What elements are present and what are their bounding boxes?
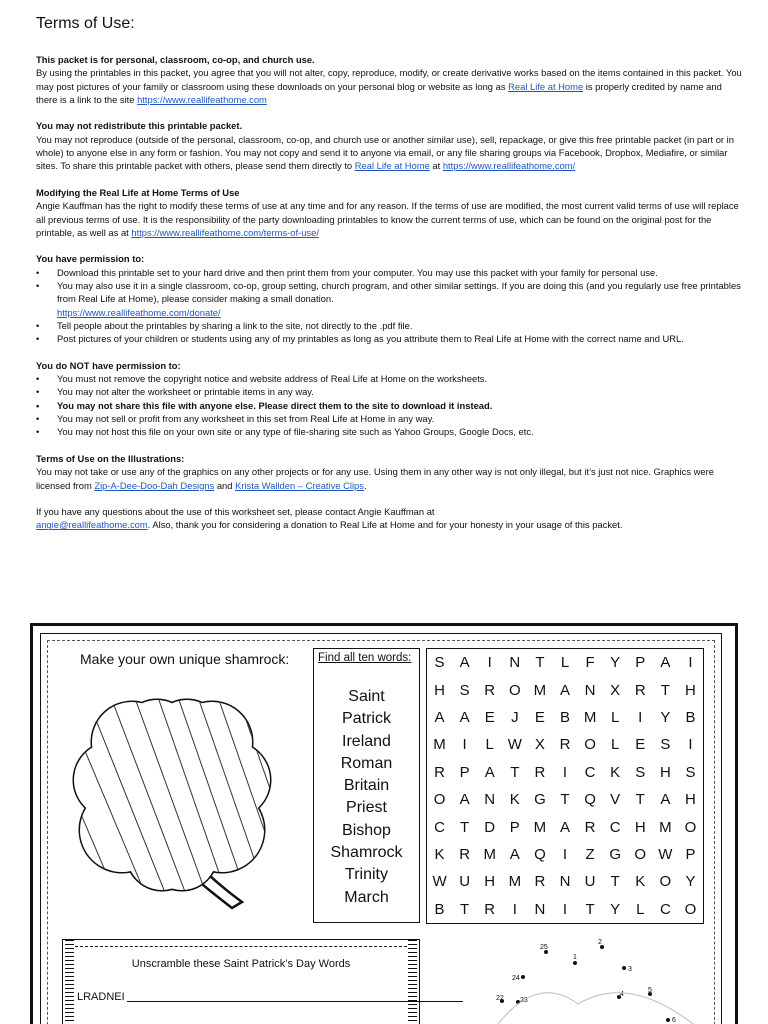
grid-letter: S: [434, 654, 445, 672]
section-body: Angie Kauffman has the right to modify these terms of use at any time and for any reason. If the terms of use are modified, the most current valid terms of use will replace all previous terms of use. It is the responsibility of the party downloading printables to know the current terms of use, which can be found on the original post for the printable, as well as at https://www.reallifeathome.com/terms-of-use/: [36, 200, 739, 238]
contact-email-link[interactable]: angie@reallifeathome.com: [36, 519, 148, 531]
word-item: Ireland: [342, 732, 391, 750]
real-life-at-home-link[interactable]: Real Life at Home: [354, 160, 430, 172]
list-item: • Tell people about the printables by sharing a link to the site, not directly to the .pdf file.: [36, 319, 742, 332]
grid-letter: H: [634, 818, 646, 836]
grid-letter: P: [685, 845, 696, 863]
permission-list: [36, 266, 742, 346]
dot-number: 6: [672, 1017, 676, 1024]
grid-letter: N: [534, 900, 546, 918]
section-body: By using the printables in this packet, you agree that you will not alter, copy, reproduce, modify, or create derivative works based on the items contained in this packet. You may post pictures of your family or classroom using these downloads on your personal blog or website as long as Real Life at Home is properly credited by name and there is a link to the site https://www.reallifeathome.com: [36, 67, 742, 105]
grid-letter: I: [688, 654, 693, 672]
answer-line: [127, 1001, 463, 1002]
zip-a-dee-doo-dah-link[interactable]: Zip-A-Dee-Doo-Dah Designs: [94, 479, 215, 491]
grid-letter: R: [434, 763, 445, 781]
grid-letter: R: [584, 818, 596, 836]
grid-letter: R: [484, 681, 496, 699]
word-item: Trinity: [345, 866, 388, 884]
section-modifying-terms: [36, 186, 742, 239]
ladder-border-left: [65, 940, 74, 1024]
grid-letter: T: [610, 873, 620, 891]
dot-number: 1: [573, 954, 577, 961]
dot-to-dot-puzzle: [478, 934, 708, 1024]
grid-letter: E: [484, 708, 495, 726]
grid-letter: E: [534, 708, 545, 726]
grid-letter: L: [485, 736, 494, 754]
grid-letter: A: [660, 791, 671, 809]
grid-letter: J: [511, 708, 519, 726]
shamrock-title: Make your own unique shamrock:: [80, 651, 290, 667]
word-item: Britain: [343, 777, 390, 795]
grid-letter: R: [634, 681, 646, 699]
grid-letter: R: [484, 900, 496, 918]
grid-letter: O: [634, 845, 647, 863]
section-heading: You may not redistribute this printable packet.: [36, 120, 243, 132]
grid-letter: T: [460, 900, 470, 918]
grid-letter: H: [659, 763, 671, 781]
grid-letter: U: [584, 873, 596, 891]
dot-number: 4: [620, 991, 624, 998]
list-item: • You may not host this file on your own site or any type of file-sharing site such as Yahoo Groups, Google Docs, etc.: [36, 425, 742, 438]
dot-number: 2: [598, 939, 602, 946]
grid-letter: W: [658, 845, 673, 863]
grid-letter: T: [585, 900, 595, 918]
section-heading: You do NOT have permission to:: [36, 359, 181, 371]
dot-number: 25: [540, 944, 548, 951]
dot-number: 5: [648, 987, 652, 994]
grid-letter: R: [534, 873, 546, 891]
section-personal-use: [36, 53, 742, 106]
section-heading: Terms of Use on the Illustrations:: [36, 452, 185, 464]
grid-letter: A: [459, 791, 470, 809]
grid-letter: M: [583, 708, 597, 726]
grid-letter: L: [611, 736, 620, 754]
grid-letter: C: [609, 818, 621, 836]
grid-letter: I: [512, 900, 517, 918]
grid-letter: G: [609, 845, 621, 863]
grid-letter: T: [560, 791, 570, 809]
dot-number: 3: [628, 966, 632, 973]
grid-letter: N: [484, 791, 496, 809]
grid-letter: B: [685, 708, 696, 726]
list-item: • Post pictures of your children or students using any of my printables as long as you attribute them to Real Life at Home with the correct name and URL.: [36, 332, 742, 345]
grid-letter: T: [460, 818, 470, 836]
grid-letter: O: [584, 736, 596, 754]
grid-letter: H: [434, 681, 445, 699]
grid-letter: A: [559, 681, 570, 699]
grid-letter: Y: [610, 900, 621, 918]
grid-letter: I: [688, 736, 693, 754]
grid-letter: U: [459, 873, 471, 891]
grid-letter: M: [659, 818, 672, 836]
grid-letter: A: [459, 708, 470, 726]
dashed-divider: [75, 942, 407, 947]
grid-letter: L: [611, 708, 620, 726]
grid-letter: M: [533, 818, 547, 836]
grid-letter: H: [484, 873, 496, 891]
grid-letter: N: [509, 654, 521, 672]
grid-letter: M: [433, 736, 446, 754]
grid-letter: A: [484, 763, 495, 781]
grid-letter: Y: [610, 654, 621, 672]
grid-letter: K: [635, 873, 646, 891]
list-item: • You must not remove the copyright notice and website address of Real Life at Home on the worksheets.: [36, 372, 742, 385]
grid-letter: L: [560, 654, 570, 672]
grid-letter: E: [635, 736, 646, 754]
grid-letter: S: [685, 763, 696, 781]
krista-wallden-link[interactable]: Krista Wallden – Creative Clips: [235, 479, 364, 491]
grid-letter: G: [534, 791, 546, 809]
grid-letter: T: [635, 791, 645, 809]
grid-letter: M: [483, 845, 496, 863]
section-heading: Modifying the Real Life at Home Terms of Use: [36, 186, 240, 198]
word-item: Saint: [348, 688, 385, 705]
list-item: • You may not alter the worksheet or printable items in any way.: [36, 385, 742, 398]
dot: [521, 975, 525, 979]
grid-letter: O: [433, 791, 446, 809]
dot: [573, 961, 577, 965]
section-body: You may not reproduce (outside of the personal, classroom, co-op, and church use or another similar use), sell, repackage, or give this free printable packet (in part or in whole) to anyone else in any form or fashion. You may not copy and send it to anyone via email, or any file sharing groups via Facebook, Dropbox, Mediafire, or similar sites. To share this printable packet with others, please send them directly to Real Life at Home at https://www.reallifeathome.com/: [36, 133, 734, 172]
grid-letter: C: [659, 900, 671, 918]
grid-letter: R: [559, 736, 571, 754]
grid-letter: R: [534, 763, 546, 781]
word-item: March: [344, 888, 389, 906]
word-item: Roman: [340, 754, 393, 772]
grid-letter: I: [638, 708, 643, 726]
section-contact: If you have any questions about the use of this worksheet set, please contact Angie Kauffman at angie@reallifeathome.com. Also, thank you for considering a donation to Real Life at Home and for your honesty in your usage of this packet.: [36, 506, 623, 531]
grid-letter: B: [434, 900, 445, 918]
section-redistribute: [36, 119, 742, 172]
word-item: Shamrock: [330, 844, 403, 862]
section-heading: This packet is for personal, classroom, co-op, and church use.: [36, 54, 315, 65]
grid-letter: I: [562, 763, 568, 781]
grid-letter: O: [659, 873, 672, 891]
word-item: Patrick: [342, 710, 391, 728]
grid-letter: N: [559, 873, 571, 891]
grid-letter: K: [434, 845, 445, 863]
dot-number: 24: [512, 975, 520, 982]
grid-letter: H: [685, 681, 696, 699]
terms-of-use-link[interactable]: https://www.reallifeathome.com/terms-of-use/: [131, 226, 319, 238]
word-list-title: Find all ten words:: [318, 652, 412, 664]
grid-letter: P: [635, 654, 646, 672]
section-permissions: [36, 252, 742, 345]
grid-letter: C: [584, 763, 596, 781]
grid-letter: X: [534, 736, 545, 754]
list-item: • Download this printable set to your hard drive and then print them from your computer. You may use this packet with your family for personal use.: [36, 266, 742, 279]
grid-letter: I: [487, 654, 492, 672]
grid-letter: Y: [685, 873, 696, 891]
list-item: • You may not share this file with anyone else. Please direct them to the site to download it instead.: [36, 399, 742, 412]
grid-letter: X: [610, 681, 621, 699]
unscramble-box: [62, 939, 420, 1024]
grid-letter: Y: [660, 708, 671, 726]
grid-letter: I: [562, 900, 568, 918]
grid-letter: S: [660, 736, 671, 754]
terms-of-use: [36, 14, 742, 545]
grid-letter: O: [684, 900, 697, 918]
dot-number: 23: [520, 997, 528, 1004]
grid-letter: Z: [585, 845, 595, 863]
grid-letter: N: [584, 681, 596, 699]
site-link[interactable]: https://www.reallifeathome.com: [137, 93, 267, 105]
grid-letter: S: [635, 763, 646, 781]
grid-letter: V: [610, 791, 621, 809]
grid-letter: W: [507, 736, 522, 754]
dot: [666, 1018, 670, 1022]
grid-letter: M: [533, 681, 547, 699]
grid-letter: W: [432, 873, 447, 891]
grid-letter: A: [434, 708, 445, 726]
word-item: Priest: [346, 799, 387, 817]
grid-letter: R: [459, 845, 471, 863]
section-heading: You have permission to:: [36, 253, 145, 265]
grid-letter: T: [535, 654, 545, 672]
grid-letter: T: [660, 681, 670, 699]
grid-letter: S: [459, 681, 470, 699]
section-body: You may not take or use any of the graphics on any other projects or for any use. Using them in any other way is not only illegal, but it’s just not nice. Graphics were licensed from Zip-A-Dee-Doo-Dah Designs and Krista Wallden – Creative Clips.: [36, 466, 714, 491]
donate-link[interactable]: https://www.reallifeathome.com/donate/: [57, 306, 221, 318]
grid-letter: Q: [584, 791, 596, 809]
list-item: • You may also use it in a single classroom, co-op, group setting, church program, and other similar settings. If you are doing this (and you regularly use free printables from Real Life at Home), please consider making a small donation. https://www.reallifeathome.com/donate/: [36, 279, 742, 319]
grid-letter: A: [459, 654, 470, 672]
site-link[interactable]: https://www.reallifeathome.com/: [442, 160, 576, 172]
grid-letter: F: [585, 654, 595, 672]
restriction-list: [36, 372, 742, 438]
unscramble-title: Unscramble these Saint Patrick’s Day Words: [131, 958, 351, 970]
real-life-at-home-link[interactable]: Real Life at Home: [508, 80, 584, 92]
scrambled-word: LRADNEI: [77, 991, 125, 1003]
section-illustrations: [36, 452, 742, 492]
grid-letter: T: [510, 763, 520, 781]
grid-letter: H: [685, 791, 696, 809]
grid-letter: C: [434, 818, 445, 836]
grid-letter: P: [509, 818, 520, 836]
grid-letter: O: [508, 681, 521, 699]
dot-number: 22: [496, 995, 504, 1002]
word-item: Bishop: [342, 821, 391, 839]
grid-letter: A: [559, 818, 570, 836]
grid-letter: K: [509, 791, 520, 809]
grid-letter: A: [660, 654, 671, 672]
ladder-border-right: [408, 940, 417, 1024]
grid-letter: B: [559, 708, 570, 726]
word-list-box: [313, 648, 420, 923]
list-item: • You may not sell or profit from any worksheet in this set from Real Life at Home in any way.: [36, 412, 742, 425]
grid-letter: L: [636, 900, 645, 918]
word-search-grid: [426, 648, 704, 924]
grid-letter: I: [562, 845, 568, 863]
section-restrictions: [36, 359, 742, 439]
word-list: [314, 686, 419, 909]
grid-letter: I: [462, 736, 467, 754]
dot: [622, 966, 626, 970]
grid-letter: A: [509, 845, 520, 863]
grid-letter: D: [484, 818, 496, 836]
shamrock-outline-image: [62, 680, 302, 920]
grid-letter: O: [684, 818, 697, 836]
grid-letter: M: [508, 873, 522, 891]
grid-letter: Q: [534, 845, 546, 863]
terms-title: Terms of Use:: [36, 15, 135, 32]
grid-letter: K: [610, 763, 621, 781]
grid-letter: P: [459, 763, 470, 781]
